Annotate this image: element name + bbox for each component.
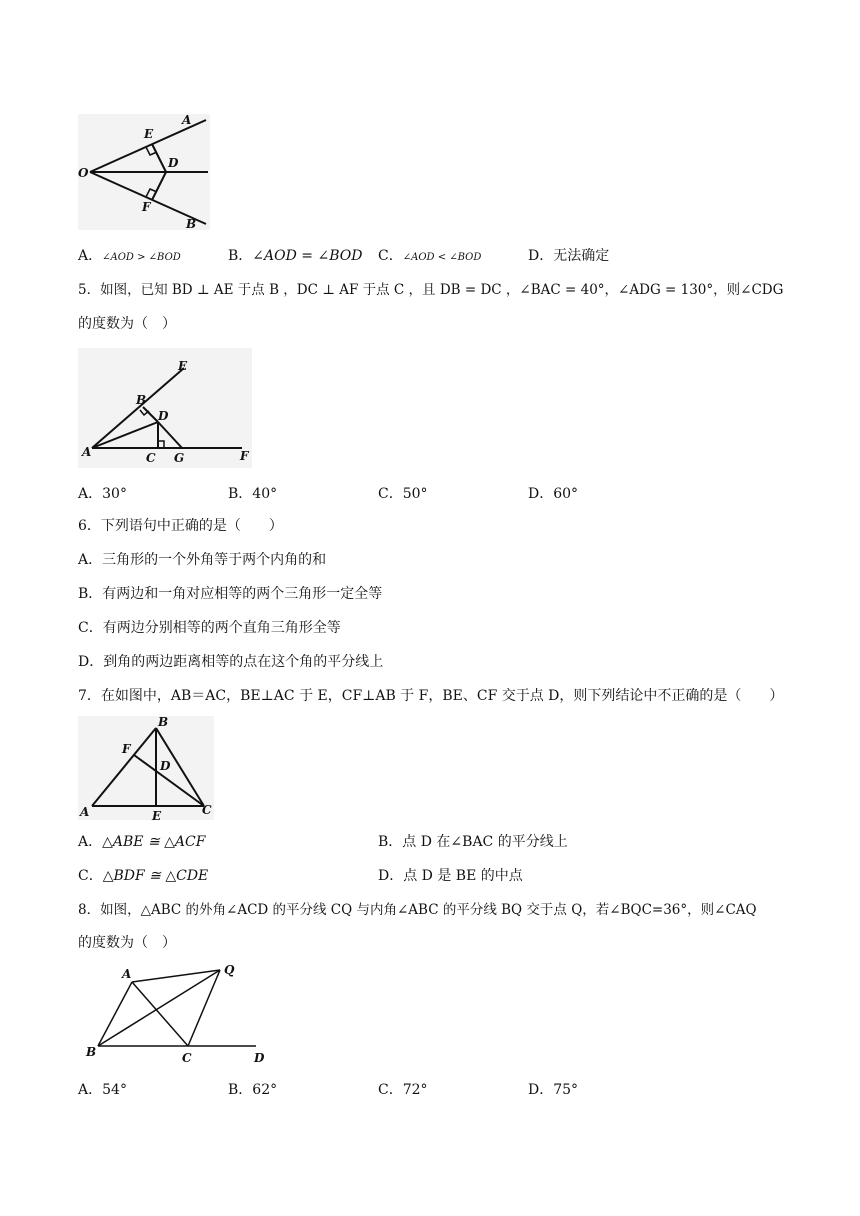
q5-label-f: F [240, 449, 249, 463]
q5-option-d[interactable]: D．60° [528, 486, 579, 502]
q7-option-d[interactable]: D．点 D 是 BE 的中点 [378, 868, 523, 884]
q8-label-d: D [254, 1051, 265, 1065]
q7-label-c: C [202, 803, 212, 817]
q4-option-d[interactable]: D．无法确定 [528, 248, 610, 264]
q7-label-e: E [152, 809, 162, 820]
q8-stem-line2: 的度数为（ ） [78, 935, 176, 951]
q5-label-c: C [146, 451, 156, 465]
q7-option-b[interactable]: B．点 D 在∠BAC 的平分线上 [378, 834, 568, 850]
q5-label-b: B [136, 393, 147, 407]
q8-label-c: C [182, 1051, 192, 1065]
q4-option-a[interactable]: A．∠AOD > ∠BOD [78, 248, 181, 264]
q5-option-b[interactable]: B．40° [228, 486, 278, 502]
q4-label-e: E [144, 127, 154, 141]
q8-option-c[interactable]: C．72° [378, 1082, 428, 1098]
q4-option-b[interactable]: B．∠AOD = ∠BOD [228, 248, 363, 264]
q4-label-b: B [186, 217, 197, 230]
q5-option-a[interactable]: A．30° [78, 486, 127, 502]
q6-stem: 6．下列语句中正确的是（ ） [78, 518, 283, 534]
q4-label-f: F [142, 200, 151, 214]
q8-label-a: A [122, 967, 132, 981]
q4-label-o: O [78, 166, 89, 180]
q7-option-a[interactable]: A．△ABE ≅ △ACF [78, 834, 206, 850]
q7-label-a: A [80, 805, 90, 819]
q4-figure [78, 114, 210, 230]
q4-label-d: D [168, 156, 179, 170]
q7-label-b: B [158, 716, 169, 729]
q6-option-c[interactable]: C．有两边分别相等的两个直角三角形全等 [78, 620, 341, 636]
q8-option-b[interactable]: B．62° [228, 1082, 278, 1098]
q5-label-g: G [174, 451, 185, 465]
q8-label-b: B [86, 1045, 97, 1059]
q7-label-d: D [160, 759, 171, 773]
q5-label-e: E [178, 359, 188, 373]
q7-option-c[interactable]: C．△BDF ≅ △CDE [78, 868, 209, 884]
q8-figure [78, 964, 270, 1068]
q8-stem-line1: 8．如图，△ABC 的外角∠ACD 的平分线 CQ 与内角∠ABC 的平分线 BQ 交于点 Q，若∠BQC=36°，则∠CAQ [78, 902, 757, 918]
q8-option-a[interactable]: A．54° [78, 1082, 127, 1098]
q8-option-d[interactable]: D．75° [528, 1082, 579, 1098]
q5-label-a: A [82, 445, 92, 459]
q8-label-q: Q [224, 964, 235, 977]
q5-figure [78, 348, 252, 468]
q4-option-c[interactable]: C．∠AOD < ∠BOD [378, 248, 482, 264]
q5-stem-line2: 的度数为（ ） [78, 316, 176, 332]
q6-option-a[interactable]: A．三角形的一个外角等于两个内角的和 [78, 552, 327, 568]
q5-option-c[interactable]: C．50° [378, 486, 428, 502]
q4-label-a: A [182, 114, 192, 127]
q6-option-d[interactable]: D．到角的两边距离相等的点在这个角的平分线上 [78, 654, 384, 670]
q7-label-f: F [122, 742, 131, 756]
q7-figure [78, 716, 214, 820]
q5-stem-line1: 5．如图，已知 BD ⊥ AE 于点 B ，DC ⊥ AF 于点 C ，且 DB = DC ，∠BAC = 40°，∠ADG = 130°，则∠CDG [78, 282, 784, 298]
q5-label-d: D [158, 409, 169, 423]
q6-option-b[interactable]: B．有两边和一角对应相等的两个三角形一定全等 [78, 586, 383, 602]
q7-stem: 7．在如图中，AB＝AC，BE⊥AC 于 E，CF⊥AB 于 F，BE、CF 交于点 D，则下列结论中不正确的是（ ） [78, 688, 784, 704]
